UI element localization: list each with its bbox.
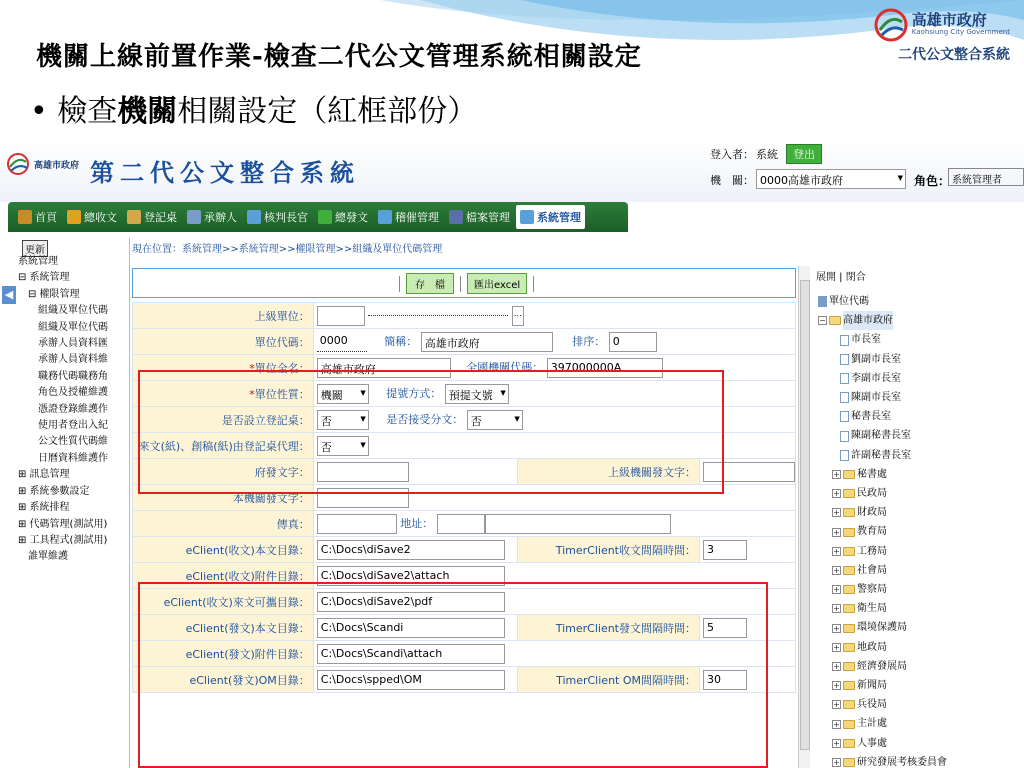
ec-send-dir-label: eClient(發文)本文目錄： [133, 615, 314, 641]
menu-label: 總發文 [335, 211, 368, 224]
tree-node[interactable]: 組織及單位代碼 [18, 305, 108, 317]
org-select[interactable]: 0000高雄市政府 ▼ [756, 169, 906, 189]
menu-handler[interactable] [183, 205, 241, 229]
tree-node[interactable]: ⊟ 系統管理 [18, 272, 70, 284]
ec-recv-dir-label: eClient(收文)本文目錄： [133, 537, 314, 563]
tree-node[interactable]: ⊞ 代碼管理(測試用) [18, 518, 108, 530]
menu-archive[interactable] [445, 205, 514, 229]
menu-approver[interactable] [243, 205, 312, 229]
tree-page[interactable] [818, 350, 947, 369]
unit-code-input[interactable]: 0000 [317, 332, 367, 352]
ec-recv-pdf-input[interactable]: C:\Docs\diSave2\pdf [317, 592, 505, 612]
folder-icon [843, 739, 855, 748]
menu-label: 承辦人 [204, 211, 237, 224]
address-label: 地址： [400, 516, 434, 530]
tree-node[interactable]: 憑證登錄維護作 [18, 403, 108, 415]
ec-recv-dir-input[interactable]: C:\Docs\diSave2 [317, 540, 505, 560]
tree-folder[interactable] [818, 522, 947, 541]
folder-open-icon [829, 316, 841, 325]
tree-page[interactable] [818, 330, 947, 349]
proxy-label: 來文(紙)、創稿(紙)由登記桌代理： [133, 433, 314, 459]
tree-node[interactable]: 組織及單位代碼 [18, 321, 108, 333]
export-excel-button[interactable]: 匯出excel [467, 273, 527, 294]
expand-icon[interactable]: + [833, 604, 840, 614]
collapse-arrow-icon[interactable]: ◀ [2, 286, 16, 304]
ec-recv-pdf-label: eClient(收文)來文可攜目錄： [133, 589, 314, 615]
ec-recv-attach-input[interactable]: C:\Docs\diSave2\attach [317, 566, 505, 586]
tree-root[interactable] [818, 292, 947, 311]
menu-label: 檔案管理 [466, 211, 510, 224]
tc-om-input[interactable]: 30 [703, 670, 747, 690]
expand-icon[interactable]: + [833, 681, 840, 691]
tree-folder[interactable] [818, 734, 947, 753]
logo-name: 高雄市政府 [911, 11, 987, 30]
tree-node[interactable]: ⊞ 系統排程 [18, 502, 70, 514]
tree-folder[interactable] [818, 503, 947, 522]
folder-icon [843, 508, 855, 517]
expand-icon[interactable]: + [833, 508, 840, 518]
expand-icon[interactable]: + [833, 469, 840, 479]
login-user: 系統 [756, 148, 778, 161]
tree-node[interactable]: ⊞ 訊息管理 [18, 469, 70, 481]
expand-icon[interactable]: + [833, 623, 840, 633]
folder-icon [843, 566, 855, 575]
number-method-select[interactable]: 預提文號 ▼ [445, 384, 509, 404]
reg-desk-select[interactable]: 否 ▼ [317, 410, 369, 430]
app-logo [6, 152, 79, 176]
app-logo-icon [6, 152, 30, 176]
parent-unit-picker-button[interactable]: … [512, 306, 524, 326]
tree-page-label: 劉副市長室 [851, 353, 901, 365]
order-input[interactable]: 0 [609, 332, 657, 352]
tree-page[interactable] [818, 446, 947, 465]
expand-icon[interactable]: + [833, 585, 840, 595]
city-logo-icon [874, 8, 908, 42]
menu-receive[interactable] [63, 205, 121, 229]
tree-folder-label: 地政局 [857, 641, 887, 653]
folder-icon [843, 585, 855, 594]
page-icon [840, 411, 849, 422]
approve-icon [247, 210, 261, 224]
tree-folder[interactable] [818, 599, 947, 618]
breadcrumb: 現在位置：系統管理>>系統管理>>權限管理>>組織及單位代碼管理 [132, 244, 443, 255]
folder-icon [843, 604, 855, 613]
full-name-label: 單位全名： [254, 361, 310, 375]
refresh-button[interactable]: 更新 [22, 240, 48, 257]
tree-page-label: 李副市長室 [851, 372, 901, 384]
tree-folder[interactable] [818, 638, 947, 657]
tc-recv-label: TimerClient收文間隔時間： [517, 537, 699, 563]
toolbar-divider [533, 276, 534, 292]
fax-cell [313, 511, 795, 537]
home-icon [18, 210, 32, 224]
fax-label: 傳真： [133, 511, 314, 537]
system-icon [520, 210, 534, 224]
office-prefix-label: 府發文字： [133, 459, 314, 485]
city-logo [874, 8, 1010, 63]
app-header [0, 140, 1024, 202]
folder-icon [843, 681, 855, 690]
ec-recv-attach-label: eClient(收文)附件目錄： [133, 563, 314, 589]
tree-folder[interactable] [818, 484, 947, 503]
logo-system: 二代公文整合系統 [898, 47, 1010, 63]
page-icon [840, 392, 849, 403]
accept-sub-select[interactable]: 否 ▼ [467, 410, 523, 430]
parent-unit-input[interactable] [317, 306, 365, 326]
tree-folder[interactable] [818, 753, 947, 768]
page-icon [840, 431, 849, 442]
tree-folder-label: 秘書處 [857, 468, 887, 480]
tree-page[interactable] [818, 426, 947, 445]
parent-unit-label: 上級單位： [133, 303, 314, 329]
tree-page-label: 陳副市長室 [851, 392, 901, 404]
tree-node[interactable]: 系統管理 [18, 256, 58, 267]
menu-send[interactable] [314, 205, 372, 229]
tree-folder-label: 新聞局 [857, 680, 887, 692]
required-mark: * [249, 387, 255, 401]
tree-folder-label: 教育局 [857, 526, 887, 538]
role-field[interactable]: 系統管理者 [948, 168, 1024, 186]
ec-send-dir-input[interactable]: C:\Docs\Scandi [317, 618, 505, 638]
folder-icon [843, 643, 855, 652]
tree-folder-label: 人事處 [857, 737, 887, 749]
vertical-scrollbar[interactable] [798, 266, 810, 768]
bullet-bold: 機關 [117, 94, 178, 129]
ec-om-input[interactable]: C:\Docs\spped\OM [317, 670, 505, 690]
ec-send-attach-input[interactable]: C:\Docs\Scandi\attach [317, 644, 505, 664]
parent-unit-cell [313, 303, 795, 329]
page-icon [840, 373, 849, 384]
self-prefix-label: 本機關發文字： [133, 485, 314, 511]
unit-tree-panel [812, 266, 1024, 768]
tree-node[interactable]: ⊟ 權限管理 [18, 288, 80, 300]
nat-code-label: 全國機關代碼： [466, 360, 544, 374]
tc-send-label: TimerClient發文間隔時間： [517, 615, 699, 641]
root-icon [818, 296, 827, 307]
accept-sub-label: 是否接受分文： [386, 412, 464, 426]
tree-node[interactable]: ⊞ 系統參數設定 [18, 485, 90, 497]
expand-icon[interactable]: + [833, 642, 840, 652]
tree-folder-label: 研究發展考核委員會 [857, 756, 947, 768]
tree-folder-label: 衛生局 [857, 603, 887, 615]
tree-node[interactable]: 使用者登出入紀 [18, 420, 108, 432]
tc-send-input[interactable]: 5 [703, 618, 747, 638]
address-zip-input[interactable] [437, 514, 485, 534]
nat-code-input[interactable]: 397000000A [547, 358, 663, 378]
menu-label: 稽催管理 [395, 211, 439, 224]
tree-page-label: 陳副秘書長室 [851, 430, 911, 442]
bullet-line [30, 86, 477, 130]
tree-folder[interactable] [818, 676, 947, 695]
expand-icon[interactable]: + [833, 527, 840, 537]
menu-system[interactable] [516, 205, 585, 229]
tree-folder[interactable] [818, 580, 947, 599]
logout-button[interactable]: 登出 [786, 144, 822, 164]
toolbar [132, 268, 796, 298]
menu-home[interactable] [14, 205, 61, 229]
folder-icon [843, 720, 855, 729]
abbr-label: 簡稱： [384, 334, 418, 348]
expand-icon[interactable]: + [833, 565, 840, 575]
address-input[interactable] [485, 514, 671, 534]
required-mark: * [249, 361, 255, 375]
bullet-suffix: 相關設定（紅框部份） [177, 94, 478, 129]
tree-node[interactable]: ⊞ 工具程式(測試用) [18, 534, 108, 546]
menu-label: 總收文 [84, 211, 117, 224]
full-name-input[interactable]: 高雄市政府 [317, 358, 451, 378]
tree-folder-label: 環境保護局 [857, 622, 907, 634]
tree-page-label: 秘書長室 [851, 411, 891, 423]
app-screenshot [0, 140, 1024, 768]
expand-icon[interactable]: + [833, 489, 840, 499]
tree-page[interactable] [818, 369, 947, 388]
menu-tracking[interactable] [374, 205, 443, 229]
tree-node[interactable]: 公文性質代碼維 [18, 436, 108, 448]
left-tree [18, 254, 108, 566]
logo-en: Kaohsiung City Government [911, 28, 1010, 37]
tree-folder-label: 工務局 [857, 545, 887, 557]
highlight-box-unit-settings [138, 370, 724, 494]
menu-label: 首頁 [35, 211, 57, 224]
expand-icon[interactable]: + [833, 738, 840, 748]
tree-folder-label: 兵役局 [857, 699, 887, 711]
upper-prefix-label: 上級機關發文字： [517, 459, 699, 485]
app-logo-name: 高雄市政府 [34, 160, 80, 171]
folder-icon [843, 547, 855, 556]
tree-folder[interactable] [818, 542, 947, 561]
menu-register[interactable] [123, 205, 181, 229]
inbox-icon [67, 210, 81, 224]
tree-folder[interactable] [818, 695, 947, 714]
tc-recv-cell [700, 537, 796, 563]
tree-folder-label: 警察局 [857, 584, 887, 596]
slide-title: 機關上線前置作業-檢查二代公文管理系統相關設定 [36, 42, 642, 72]
tree-folder[interactable] [818, 618, 947, 637]
tree-node[interactable]: 承辦人員資料維 [18, 354, 108, 366]
main-menu [8, 202, 628, 232]
tree-folder-label: 社會局 [857, 564, 887, 576]
tree-folder[interactable] [818, 561, 947, 580]
tree-page[interactable] [818, 407, 947, 426]
folder-icon [843, 758, 855, 767]
tree-folder-label: 財政局 [857, 507, 887, 519]
tree-org-label: 高雄市政府 [843, 311, 893, 330]
tree-node[interactable]: 職務代碼職務角 [18, 370, 108, 382]
unit-type-select[interactable]: 機關 ▼ [317, 384, 369, 404]
expand-icon[interactable]: + [833, 719, 840, 729]
expand-icon[interactable]: + [833, 546, 840, 556]
tree-node[interactable]: 承辦人員資料匯 [18, 338, 108, 350]
toolbar-divider [399, 276, 400, 292]
fax-input[interactable] [317, 514, 397, 534]
bullet-prefix: • 檢查 [30, 94, 118, 129]
scrollbar-thumb[interactable] [800, 280, 810, 750]
tree-org[interactable] [818, 311, 947, 330]
proxy-select[interactable]: 否 ▼ [317, 436, 369, 456]
tree-folder-label: 經濟發展局 [857, 660, 907, 672]
archive-icon [449, 210, 463, 224]
menu-label: 系統管理 [537, 211, 581, 224]
folder-icon [843, 624, 855, 633]
folder-icon [843, 662, 855, 671]
unit-code-label: 單位代碼： [133, 329, 314, 355]
left-nav [0, 238, 130, 768]
ec-recv-dir-cell [313, 537, 517, 563]
order-label: 排序： [572, 334, 606, 348]
unit-type-label: 單位性質： [254, 387, 310, 401]
toolbar-divider [460, 276, 461, 292]
desk-icon [127, 210, 141, 224]
tree-node[interactable]: 角色及授權維護 [18, 387, 108, 399]
login-label: 登入者： [710, 148, 754, 161]
tracking-icon [378, 210, 392, 224]
page-icon [840, 335, 849, 346]
abbr-input[interactable]: 高雄市政府 [421, 332, 553, 352]
expand-icon[interactable]: + [833, 700, 840, 710]
tree-folder[interactable] [818, 714, 947, 733]
unit-code-cell [313, 329, 795, 355]
app-title: 第二代公文整合系統 [90, 159, 360, 187]
send-icon [318, 210, 332, 224]
expand-icon[interactable]: + [833, 661, 840, 671]
tc-recv-input[interactable]: 3 [703, 540, 747, 560]
ec-send-attach-label: eClient(發文)附件目錄： [133, 641, 314, 667]
save-button[interactable]: 存 檔 [406, 273, 454, 294]
tree-page-label: 市長室 [851, 334, 881, 346]
tree-folder[interactable] [818, 657, 947, 676]
role-label: 角色： [914, 174, 951, 188]
page-icon [840, 450, 849, 461]
folder-icon [843, 528, 855, 537]
expand-icon[interactable]: + [833, 757, 840, 767]
tc-om-label: TimerClient OM間隔時間： [517, 667, 699, 693]
ec-om-label: eClient(發文)OM目錄： [133, 667, 314, 693]
person-icon [187, 210, 201, 224]
folder-icon [843, 489, 855, 498]
parent-unit-line [368, 315, 508, 316]
menu-label: 核判長官 [264, 211, 308, 224]
tree-page[interactable] [818, 388, 947, 407]
tree-folder-label: 主計處 [857, 718, 887, 730]
org-label: 機 關： [710, 174, 754, 187]
page-icon [840, 354, 849, 365]
menu-label: 登記桌 [144, 211, 177, 224]
expand-collapse-links[interactable]: 展開 | 閉合 [816, 272, 866, 283]
tree-node[interactable]: 誰單維護 [18, 551, 68, 563]
tree-folder-label: 民政局 [857, 488, 887, 500]
tree-root-label: 單位代碼 [829, 296, 869, 307]
reg-desk-label: 是否設立登記桌： [133, 407, 314, 433]
number-method-label: 提號方式： [386, 386, 442, 400]
tree-page-label: 許副秘書長室 [851, 449, 911, 461]
collapse-icon[interactable]: − [819, 316, 826, 326]
unit-tree [818, 292, 947, 768]
folder-icon [843, 700, 855, 709]
folder-icon [843, 470, 855, 479]
tree-folder[interactable] [818, 465, 947, 484]
highlight-box-eclient-settings [138, 582, 768, 768]
tree-node[interactable]: 日曆資料維護作 [18, 452, 108, 464]
